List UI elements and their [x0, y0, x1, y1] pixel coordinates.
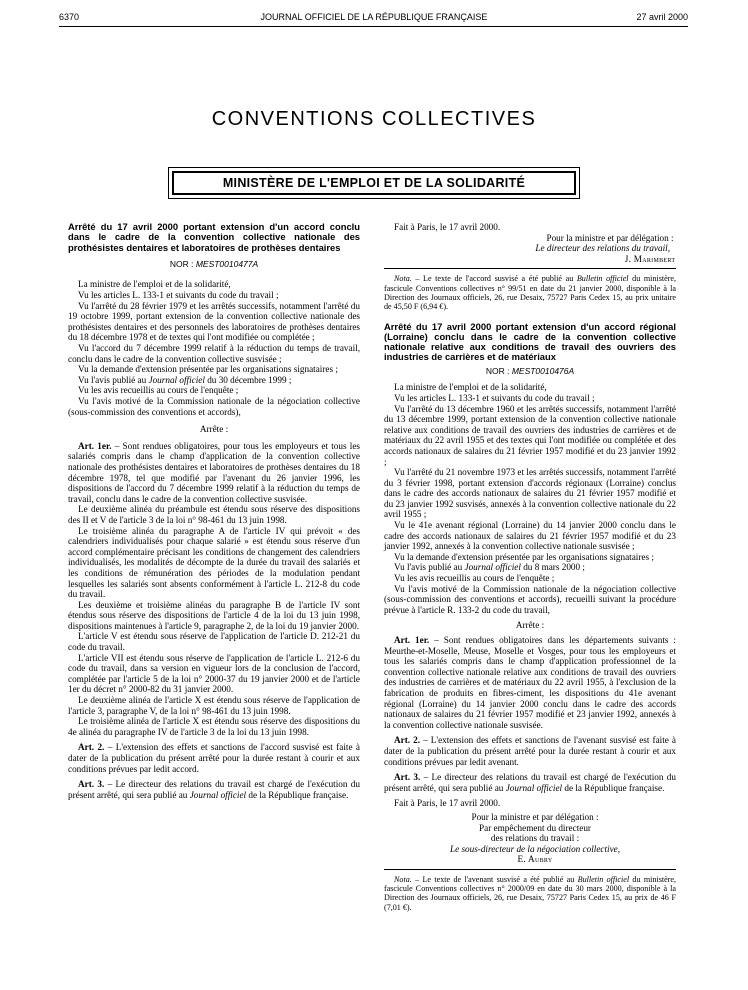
decree-1-signatory: J. Marimbert [624, 253, 676, 264]
decree-1-visa-3: Vu l'accord du 7 décembre 1999 relatif à la réduction du temps de travail, conclu dans le cadre de la convention collective susvisée ; [68, 343, 360, 364]
decree-1-nor: NOR : MEST0010477A [169, 258, 259, 269]
decree-2-signature-line-2: Par empêchement du directeur [479, 822, 591, 833]
decree-1 [68, 222, 360, 800]
decree-1-note-rule [384, 268, 676, 269]
decree-2-signature-line-3: des relations du travail : [490, 833, 580, 844]
decree-1-visa-2: Vu l'arrêté du 28 février 1979 et les arrêtés successifs, notamment l'arrêté du 19 octobre 1999, portant extension de la convention collective nationale des prothésistes dentaires et des personnels des laboratoires de prothèses dentaires du 18 décembre 1978 et de textes qui l'ont modifiée ou complétée ; [68, 300, 360, 343]
decree-2-article-1: Art. 1er. – Sont rendues obligatoires dans les départements suivants : Meurthe-et-Moselle, Meuse, Moselle et Vosges, pour tous les employeurs et tous les salariés compris dans le champ d'application professionnel de la convention collective nationale relative aux conditions de travail des ouvriers des industries de carrières et de matériaux du 22 avril 1955, à l'exclusion de la fabrication de produits en fibres-ciment, les dispositions du 41e avenant régional (Lorraine) du 14 janvier 2000 conclu dans le cadre des accords nationaux de salaires du 21 février 1957 modifié et 23 janvier 1992, annexés à la convention collective nationale susvisée. [384, 635, 676, 730]
decree-1-paragraph-6: Le deuxième alinéa de l'article X est étendu sous réserve de l'application de l'article 3, paragraphe V, de la loi n° 98-461 du 13 juin 1998. [68, 695, 360, 716]
page-number: 6370 [59, 12, 80, 22]
decree-2-article-2: Art. 2. – L'extension des effets et sanctions de l'avenant susvisé est faite à dater de la publication du présent arrêté pour la durée restant à courir et aux conditions prévues par ledit avenant. [384, 735, 676, 767]
decree-1-article-2: Art. 2. – L'extension des effets et sanctions de l'accord susvisé est faite à dater de la publication du présent arrêté pour la durée restant à courir et aux conditions prévues par ledit accord. [68, 742, 360, 774]
decree-1-signature-line-1: Pour la ministre et par délégation : [546, 232, 674, 243]
decree-1-visa-7: Vu l'avis motivé de la Commission nationale de la négociation collective (sous-commission des conventions et accords), [68, 396, 360, 417]
decree-1-paragraph-3: Les deuxième et troisième alinéas du paragraphe B de l'article IV sont étendus sous réserve des dispositions de l'article 4 de la loi du 13 juin 1998, dispositions maintenues à l'article 9, paragraphe 2, de la loi du 19 janvier 2000. [68, 599, 360, 631]
decree-2-visa-6: Vu l'avis publié au Journal officiel du 8 mars 2000 ; [394, 562, 585, 573]
decree-2-minister: La ministre de l'emploi et de la solidarité, [394, 382, 547, 393]
decree-1-article-3: Art. 3. – Le directeur des relations du travail est chargé de l'exécution du présent arrêté, qui sera publié au Journal officiel de la République française. [68, 779, 360, 800]
decree-2-title: Arrêté du 17 avril 2000 portant extension d'un accord régional (Lorraine) conclu dans le cadre de la convention collective nationale relative aux conditions de travail des ouvriers des industries de carrières et de matériaux [384, 320, 676, 363]
decree-1-visa-1: Vu les articles L. 133-1 et suivants du code du travail ; [78, 290, 279, 301]
issue-date: 27 avril 2000 [636, 12, 688, 22]
decree-1-article-1: Art. 1er. – Sont rendues obligatoires, pour tous les employeurs et tous les salariés compris dans le champ d'application de la convention collective nationale des prothésistes dentaires et laboratoires de prothèses dentaires du 18 décembre 1978, tel que modifié par l'avenant du 26 janvier 1996, les dispositions de l'accord du 7 décembre 1999 relatif à la réduction du temps de travail, conclu dans le cadre de la convention collective susvisée. [68, 440, 360, 504]
decree-2-signature-line-4: Le sous-directeur de la négociation collective, [449, 843, 621, 854]
decree-2-visa-5: Vu la demande d'extension présentée par les organisations signataires ; [394, 551, 654, 562]
ministry-title: MINISTÈRE DE L'EMPLOI ET DE LA SOLIDARITÉ [172, 171, 576, 195]
decree-1-signature-line-2: Le directeur des relations du travail, [535, 243, 670, 254]
decree-2-signatory: E. Aubry [517, 854, 553, 865]
decree-1-paragraph-5: L'article VII est étendu sous réserve de l'application de l'article L. 212-6 du code du travail, dans sa version en vigueur lors de la conclusion de l'accord, complétée par l'article 5 de la loi n° 2000-37 du 19 janvier 2000 et de l'article 1er du décret n° 2000-82 du 31 janvier 2000. [68, 652, 360, 695]
decree-1-title: Arrêté du 17 avril 2000 portant extension d'un accord conclu dans le cadre de la convention collective nationale des prothésistes dentaires et laboratoires de prothèses dentaires [68, 221, 360, 253]
decree-1-arrete: Arrête : [199, 424, 229, 435]
decree-2-done: Fait à Paris, le 17 avril 2000. [394, 798, 501, 809]
decree-2-visa-3: Vu l'arrêté du 21 novembre 1973 et les arrêtés successifs, notamment l'arrêté du 3 février 1998, portant extension d'accords régionaux (Lorraine) conclus dans le cadre des accords nationaux de salaires du 21 février 1957 modifié et du 23 janvier 1992 susvisés, annexés à la convention collective nationale du 22 avril 1955 ; [384, 467, 676, 520]
decree-2-visa-8: Vu l'avis motivé de la Commission nationale de la négociation collective (sous-commission des conventions et accords), recueilli suivant la procédure prévue à l'article R. 133-2 du code du travail, [384, 583, 676, 615]
decree-2-visa-1: Vu les articles L. 133-1 et suivants du code du travail ; [394, 392, 595, 403]
decree-1-continued-and-decree-2 [384, 222, 676, 912]
decree-1-visa-5: Vu l'avis publié au Journal officiel du 30 décembre 1999 ; [78, 374, 292, 385]
decree-1-paragraph-2: Le troisième alinéa du paragraphe A de l'article IV qui prévoit « des calendriers individualisés pour chaque salarié » est étendu sous réserve d'un accord complémentaire précisant les conditions de changement des calendriers individualisés, les modalités de décompte de la durée du travail des salariés et les conditions de rémunération des périodes de la modulation pendant lesquelles les salariés sont absents conformément à l'article L. 212-8 du code du travail. [68, 525, 360, 600]
decree-1-paragraph-4: L'article V est étendu sous réserve de l'application de l'article D. 212-21 du code du travail. [68, 631, 360, 653]
decree-2-visa-2: Vu l'arrêté du 13 décembre 1960 et les arrêtés successifs, notamment l'arrêté du 13 décembre 1999, portant extension de la convention collective nationale relative aux conditions de travail des ouvriers des industries de carrières et de matériaux du 22 avril 1955 et des textes qui l'ont modifiée ou complétée et des accords nationaux de salaires du 21 février 1957 modifié et du 23 janvier 1992 ; [384, 403, 676, 467]
journal-title: JOURNAL OFFICIEL DE LA RÉPUBLIQUE FRANÇAISE [260, 12, 488, 22]
decree-2-note-rule [384, 869, 676, 870]
decree-1-note: Nota. – Le texte de l'accord susvisé a été publié au Bulletin officiel du ministère, fascicule Conventions collectives n° 99/51 en date du 21 janvier 2000, disponible à la Direction des Journaux officiels, 26, rue Desaix, 75727 Paris Cedex 15, au prix unitaire de 45,50 F (6,94 €). [384, 274, 676, 312]
ministry-box [168, 167, 580, 199]
decree-1-minister: La ministre de l'emploi et de la solidarité, [78, 279, 231, 290]
decree-2-note: Nota. – Le texte de l'avenant susvisé a été publié au Bulletin officiel du ministère, fascicule Conventions collectives n° 2000/09 en date du 30 mars 2000, disponible à la Direction des Journaux officiels, 26, rue Desaix, 75727 Paris Cedex 15, au prix de 46 F (7,01 €). [384, 874, 676, 912]
decree-2-visa-7: Vu les avis recueillis au cours de l'enquête ; [394, 573, 555, 584]
decree-1-paragraph-7: Le troisième alinéa de l'article X est étendu sous réserve des dispositions du 4e alinéa du paragraphe IV de l'article 3 de la loi du 13 juin 1998. [68, 716, 360, 737]
decree-2-visa-4: Vu le 41e avenant régional (Lorraine) du 14 janvier 2000 conclu dans le cadre des accords nationaux de salaires du 21 février 1957 modifié et du 23 janvier 1992, annexés à la convention collective nationale susvisée ; [384, 520, 676, 552]
decree-2-article-3: Art. 3. – Le directeur des relations du travail est chargé de l'exécution du présent arrêté, qui sera publié au Journal officiel de la République française. [384, 772, 676, 793]
header-rule [59, 26, 688, 27]
decree-2-arrete: Arrête : [515, 620, 545, 631]
decree-2-nor: NOR : MEST0010476A [485, 365, 575, 376]
decree-2-signature-line-1: Pour la ministre et par délégation : [471, 811, 599, 822]
decree-1-visa-6: Vu les avis recueillis au cours de l'enquête ; [78, 385, 239, 396]
section-title: CONVENTIONS COLLECTIVES [211, 108, 537, 130]
decree-1-done: Fait à Paris, le 17 avril 2000. [394, 222, 501, 232]
decree-1-visa-4: Vu la demande d'extension présentée par les organisations signataires ; [78, 364, 338, 375]
decree-1-paragraph-1: Le deuxième alinéa du préambule est étendu sous réserve des dispositions des II et V de l'article 3 de la loi n° 98-461 du 13 juin 1998. [68, 504, 360, 525]
